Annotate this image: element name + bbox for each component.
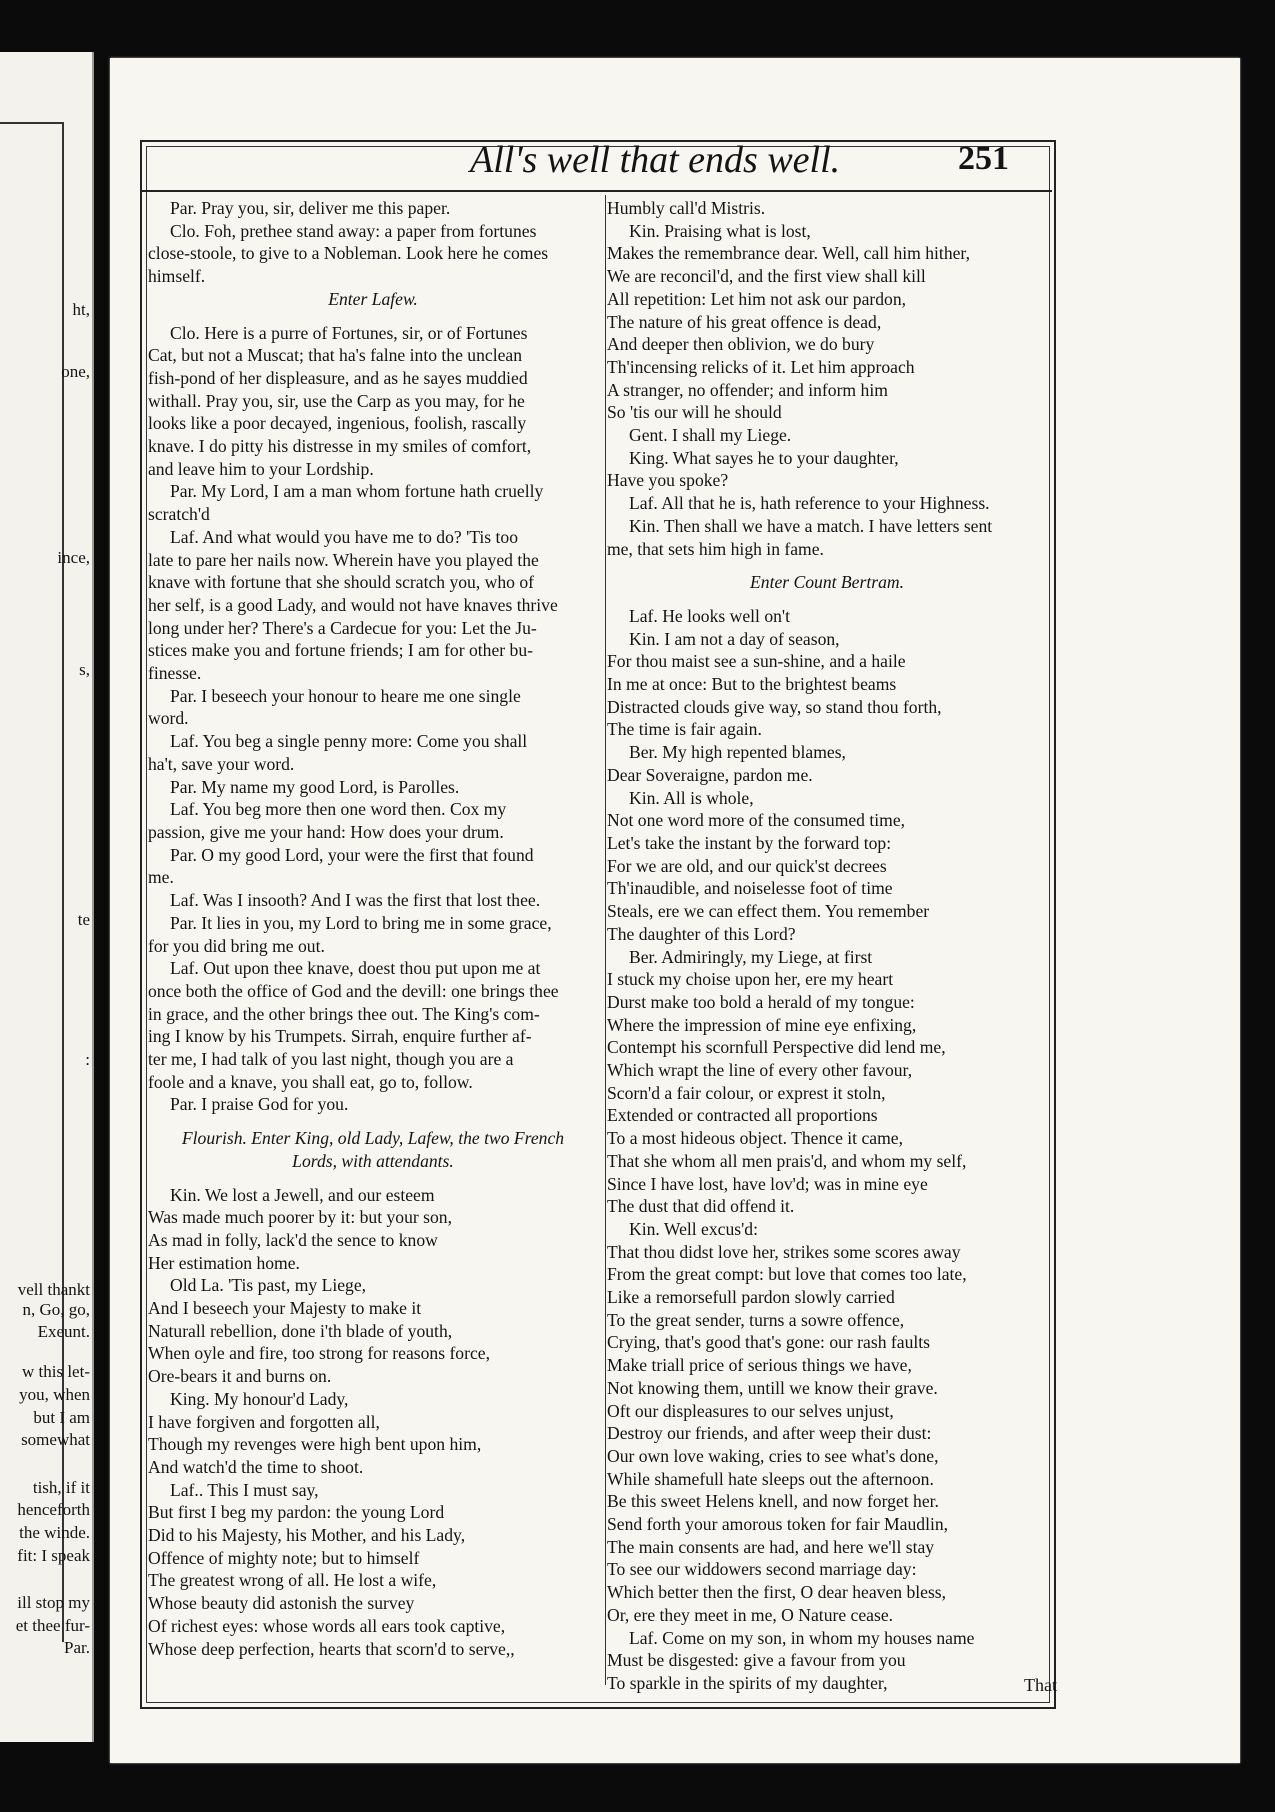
text-line: Par. I praise God for you. <box>170 1094 349 1115</box>
text-line: Naturall rebellion, done i'th blade of youth, <box>148 1320 453 1341</box>
text-line: The dust that did offend it. <box>607 1196 795 1217</box>
text-line: Steals, ere we can effect them. You remember <box>607 901 930 922</box>
text-line: Laf. All that he is, hath reference to your Highness. <box>629 493 990 514</box>
text-line: once both the office of God and the devill: one brings thee <box>148 980 559 1001</box>
text-line: ter me, I had talk of you last night, though you are a <box>148 1049 514 1070</box>
text-line: Oft our displeasures to our selves unjust, <box>607 1400 894 1421</box>
text-line: and leave him to your Lordship. <box>148 458 374 479</box>
facing-page-text-fragment: te <box>77 910 90 929</box>
text-line: To sparkle in the spirits of my daughter, <box>607 1673 888 1693</box>
text-line: The nature of his great offence is dead, <box>607 311 882 332</box>
text-line: withall. Pray you, sir, use the Carp as you may, for he <box>148 390 525 411</box>
facing-page-text-fragment: henceforth <box>17 1500 90 1519</box>
text-line: Kin. I am not a day of season, <box>629 628 840 649</box>
facing-page-header-rule <box>0 122 62 124</box>
text-line: The daughter of this Lord? <box>607 923 796 944</box>
text-line: foole and a knave, you shall eat, go to, follow. <box>148 1071 473 1092</box>
text-line: Th'incensing relicks of it. Let him approach <box>607 356 915 377</box>
text-line: Offence of mighty note; but to himself <box>148 1547 420 1568</box>
text-line: stices make you and fortune friends; I am for other bu- <box>148 640 533 661</box>
text-line: Durst make too bold a herald of my tongue: <box>607 991 915 1012</box>
facing-page-text-fragment: the winde. <box>19 1523 90 1542</box>
text-line: Clo. Foh, prethee stand away: a paper from fortunes <box>170 220 537 241</box>
text-line: looks like a poor decayed, ingenious, foolish, rascally <box>148 413 527 434</box>
facing-page-text-fragment: ince, <box>57 548 90 567</box>
text-line: Not knowing them, untill we know their grave. <box>607 1377 938 1398</box>
header-rule <box>140 190 1052 192</box>
text-line: So 'tis our will he should <box>607 402 782 423</box>
text-line: The greatest wrong of all. He lost a wife, <box>148 1570 437 1591</box>
stage-direction: Flourish. Enter King, old Lady, Lafew, the two French <box>181 1128 565 1149</box>
text-line: Kin. We lost a Jewell, and our esteem <box>170 1184 435 1205</box>
text-line: As mad in folly, lack'd the sence to know <box>148 1229 438 1250</box>
text-line: A stranger, no offender; and inform him <box>607 379 888 400</box>
text-line: Have you spoke? <box>607 470 729 491</box>
text-line: Dear Soveraigne, pardon me. <box>607 764 813 785</box>
text-line: Since I have lost, have lov'd; was in mine eye <box>607 1173 928 1194</box>
text-line: I stuck my choise upon her, ere my heart <box>607 969 894 990</box>
text-line: Par. My name my good Lord, is Parolles. <box>170 776 460 797</box>
text-line: Or, ere they meet in me, O Nature cease. <box>607 1604 894 1625</box>
text-line: Crying, that's good that's gone: our rash faults <box>607 1332 930 1353</box>
facing-page-text-fragment: s, <box>79 660 90 679</box>
text-line: Be this sweet Helens knell, and now forget her. <box>607 1491 939 1512</box>
stage-direction: Enter Count Bertram. <box>750 572 904 593</box>
text-line: To the great sender, turns a sowre offence, <box>607 1309 905 1330</box>
text-line: Make triall price of serious things we have, <box>607 1355 912 1376</box>
text-line: Laf. You beg a single penny more: Come you shall <box>170 731 528 752</box>
text-line: From the great compt: but love that comes too late, <box>607 1264 967 1285</box>
text-line: Where the impression of mine eye enfixing, <box>607 1014 917 1035</box>
text-line: And I beseech your Majesty to make it <box>148 1298 422 1319</box>
text-line: ha't, save your word. <box>148 753 295 774</box>
text-line: Par. My Lord, I am a man whom fortune hath cruelly <box>170 481 544 502</box>
text-line: scratch'd <box>148 504 210 525</box>
text-line: me, that sets him high in fame. <box>607 538 824 559</box>
text-line: in grace, and the other brings thee out. The King's com- <box>148 1003 540 1024</box>
text-line: For we are old, and our quick'st decrees <box>607 855 887 876</box>
text-line: word. <box>148 708 189 729</box>
text-line: To see our widdowers second marriage day: <box>607 1559 917 1580</box>
text-line: Which better then the first, O dear heaven bless, <box>607 1582 947 1603</box>
text-line: Was made much poorer by it: but your son, <box>148 1207 452 1228</box>
text-line: Laf.. This I must say, <box>170 1479 319 1500</box>
text-line: Scorn'd a fair colour, or exprest it stoln, <box>607 1082 886 1103</box>
text-line: Not one word more of the consumed time, <box>607 810 906 831</box>
text-line: Clo. Here is a purre of Fortunes, sir, or of Fortunes <box>170 322 528 343</box>
text-line: Though my revenges were high bent upon him, <box>148 1434 482 1455</box>
text-line: for you did bring me out. <box>148 935 325 956</box>
text-line: But first I beg my pardon: the young Lord <box>148 1502 445 1523</box>
text-line: All repetition: Let him not ask our pardon, <box>607 288 907 309</box>
text-line: Old La. 'Tis past, my Liege, <box>170 1275 367 1296</box>
text-line: ing I know by his Trumpets. Sirrah, enquire further af- <box>148 1026 532 1047</box>
text-line: That thou didst love her, strikes some scores away <box>607 1241 961 1262</box>
text-line: Our own love waking, cries to see what's done, <box>607 1445 939 1466</box>
text-line: We are reconcil'd, and the first view shall kill <box>607 266 926 287</box>
text-line: I have forgiven and forgotten all, <box>148 1411 380 1432</box>
text-line: himself. <box>148 266 206 287</box>
stage-direction: Enter Lafew. <box>328 288 418 309</box>
stage-direction: Lords, with attendants. <box>292 1150 454 1171</box>
text-line: Kin. All is whole, <box>629 787 754 808</box>
line-gap <box>148 1116 598 1127</box>
text-line: Humbly call'd Mistris. <box>607 198 766 218</box>
text-line: close-stoole, to give to a Nobleman. Look here he comes <box>148 243 549 264</box>
facing-page-text-fragment: somewhat <box>21 1430 90 1449</box>
text-line: While shamefull hate sleeps out the afternoon. <box>607 1468 934 1489</box>
text-line: And deeper then oblivion, we do bury <box>607 334 875 355</box>
text-line: That she whom all men prais'd, and whom my self, <box>607 1150 967 1171</box>
text-line: late to pare her nails now. Wherein have you played the <box>148 549 539 570</box>
text-line: Kin. Well excus'd: <box>629 1218 758 1239</box>
text-line: Whose beauty did astonish the survey <box>148 1593 415 1614</box>
text-line: Whose deep perfection, hearts that scorn'd to serve,, <box>148 1638 515 1659</box>
text-line: Must be disgested: give a favour from you <box>607 1650 906 1671</box>
line-gap <box>607 560 1047 571</box>
text-line: Par. I beseech your honour to heare me one single <box>170 685 521 706</box>
facing-page-text-fragment: w this let- <box>22 1362 90 1381</box>
text-line: Ber. My high repented blames, <box>629 742 846 763</box>
book-page <box>110 58 1240 1763</box>
facing-page-text-fragment: but I am <box>33 1408 90 1427</box>
text-line: Th'inaudible, and noiselesse foot of time <box>607 878 893 899</box>
line-gap <box>148 1173 598 1184</box>
facing-page-text-fragment: n, Go, go, <box>22 1300 90 1319</box>
text-line: knave with fortune that she should scratch you, who of <box>148 572 534 593</box>
text-line: Send forth your amorous token for fair Maudlin, <box>607 1514 949 1535</box>
facing-page-text-fragment: ill stop my <box>17 1593 90 1612</box>
text-line: Kin. Then shall we have a match. I have letters sent <box>629 515 993 536</box>
facing-page-text-fragment: ht, <box>72 300 90 319</box>
text-line: her self, is a good Lady, and would not have knaves thrive <box>148 594 558 615</box>
text-line: Par. O my good Lord, your were the first that found <box>170 844 534 865</box>
catchword: That <box>1024 1675 1057 1695</box>
text-line: Distracted clouds give way, so stand thou forth, <box>607 696 942 717</box>
text-line: For thou maist see a sun-shine, and a haile <box>607 651 906 672</box>
text-line: Par. It lies in you, my Lord to bring me in some grace, <box>170 912 552 933</box>
text-line: Laf. Out upon thee knave, doest thou put upon me at <box>170 958 541 979</box>
text-line: When oyle and fire, too strong for reasons force, <box>148 1343 490 1364</box>
text-line: long under her? There's a Cardecue for you: Let the Ju- <box>148 617 537 638</box>
text-line: In me at once: But to the brightest beams <box>607 674 897 695</box>
facing-page-text-fragment: tish, if it <box>32 1478 90 1497</box>
facing-page-text-fragment: Exeunt. <box>37 1322 90 1341</box>
text-line: The time is fair again. <box>607 719 762 740</box>
text-line: Par. Pray you, sir, deliver me this paper. <box>170 198 451 218</box>
text-line: Gent. I shall my Liege. <box>629 425 792 446</box>
facing-page-text-fragment: vell thankt <box>17 1280 90 1299</box>
text-line: Ber. Admiringly, my Liege, at first <box>629 946 873 967</box>
facing-page-text-fragment: you, when <box>19 1385 90 1404</box>
text-line: Kin. Praising what is lost, <box>629 220 811 241</box>
text-line: Contempt his scornfull Perspective did lend me, <box>607 1037 946 1058</box>
text-line: Laf. Was I insooth? And I was the first that lost thee. <box>170 890 541 911</box>
text-line: Extended or contracted all proportions <box>607 1105 878 1126</box>
line-gap <box>607 594 1047 605</box>
text-line: fish-pond of her displeasure, and as he sayes muddied <box>148 367 528 388</box>
text-line: Makes the remembrance dear. Well, call him hither, <box>607 243 970 264</box>
text-line: finesse. <box>148 663 202 684</box>
text-line: Let's take the instant by the forward top: <box>607 832 892 853</box>
facing-page-text-fragment: et thee fur- <box>15 1616 90 1635</box>
text-line: Laf. He looks well on't <box>629 605 790 626</box>
text-line: Cat, but not a Muscat; that ha's falne into the unclean <box>148 345 523 366</box>
running-title: All's well that ends well. <box>470 139 841 181</box>
line-gap <box>148 311 598 322</box>
facing-page-text-fragment: : <box>85 1050 90 1069</box>
right-text-column <box>607 197 1047 1695</box>
facing-page-text-fragment: fit: I speak <box>17 1546 90 1565</box>
text-line: Of richest eyes: whose words all ears took captive, <box>148 1615 506 1636</box>
text-line: Laf. You beg more then one word then. Cox my <box>170 799 507 820</box>
text-line: passion, give me your hand: How does your drum. <box>148 821 504 842</box>
text-line: knave. I do pitty his distresse in my smiles of comfort, <box>148 436 532 457</box>
text-line: me. <box>148 867 174 888</box>
facing-page-fragment <box>0 52 94 1742</box>
text-line: To a most hideous object. Thence it came, <box>607 1128 903 1149</box>
text-line: Her estimation home. <box>148 1252 300 1273</box>
text-line: Like a remorsefull pardon slowly carried <box>607 1287 895 1308</box>
text-line: King. My honour'd Lady, <box>170 1388 349 1409</box>
text-line: And watch'd the time to shoot. <box>148 1456 364 1477</box>
text-line: King. What sayes he to your daughter, <box>629 447 899 468</box>
text-line: Did to his Majesty, his Mother, and his Lady, <box>148 1525 466 1546</box>
page-number: 251 <box>958 140 1009 177</box>
text-line: The main consents are had, and here we'll stay <box>607 1536 935 1557</box>
left-text-column <box>148 197 598 1660</box>
text-line: Destroy our friends, and after weep their dust: <box>607 1423 932 1444</box>
text-line: Laf. Come on my son, in whom my houses name <box>629 1627 975 1648</box>
text-line: Ore-bears it and burns on. <box>148 1366 332 1387</box>
facing-page-text-fragment: Par. <box>64 1638 90 1657</box>
column-divider <box>605 195 606 1685</box>
text-line: Laf. And what would you have me to do? 'Tis too <box>170 526 519 547</box>
facing-page-text-fragment: one, <box>61 362 90 381</box>
text-line: Which wrapt the line of every other favour, <box>607 1060 913 1081</box>
